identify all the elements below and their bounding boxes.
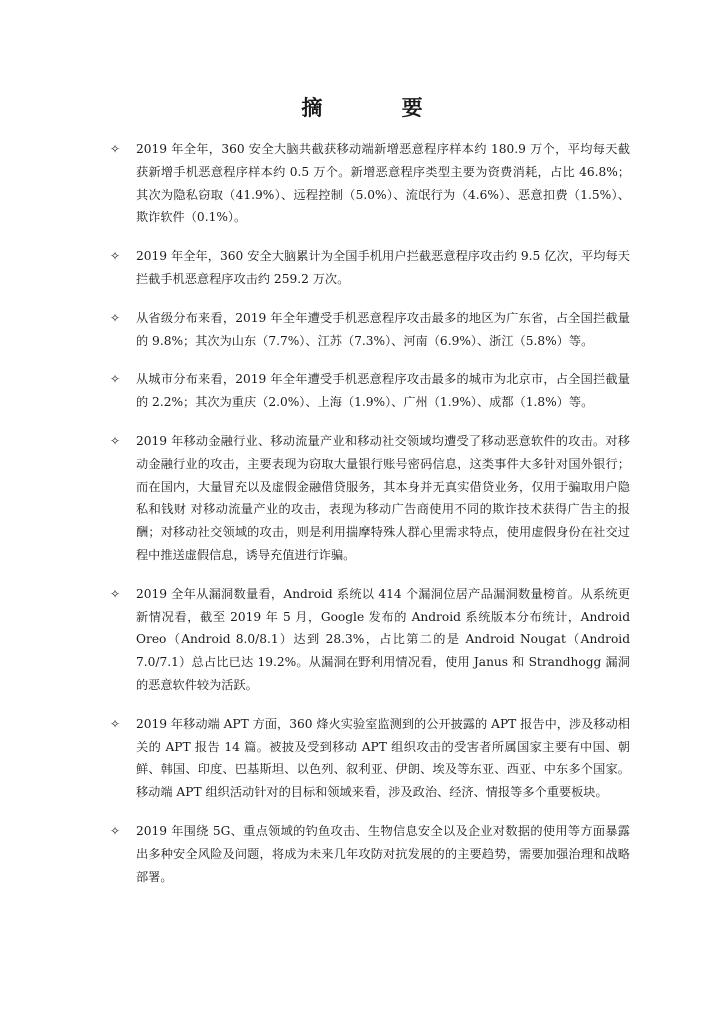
paragraph-text: 2019 年全年，360 安全大脑累计为全国手机用户拦截恶意程序攻击约 9.5 亿次，平均每天拦截手机恶意程序攻击约 259.2 万次。 xyxy=(136,249,630,286)
list-item xyxy=(110,245,630,291)
paragraph-text: 2019 年移动端 APT 方面，360 烽火实验室监测到的公开披露的 APT 报告中，涉及移动相关的 APT 报告 14 篇。被披及受到移动 APT 组织攻击的受害者所属国家主要有中国、朝鲜、韩国、印度、巴基斯坦、以色列、叙利亚、伊朗、埃及等东亚、西亚、中东多个国家。移动端 APT 组织活动针对的目标和领域来看，涉及政治、经济、情报等多个重要板块。 xyxy=(136,716,630,800)
paragraph-text: 从城市分布来看，2019 年全年遭受手机恶意程序攻击最多的城市为北京市，占全国拦截量的 2.2%；其次为重庆（2.0%）、上海（1.9%）、广州（1.9%）、成都（1.8%）等。 xyxy=(136,372,630,410)
paragraph-text: 2019 年全年，360 安全大脑共截获移动端新增恶意程序样本约 180.9 万个，平均每天截获新增手机恶意程序样本约 0.5 万个。新增恶意程序类型主要为资费消耗，占比 46.8%；其次为隐私窃取（41.9%）、远程控制（5.0%）、流氓行为（4.6%）、恶意扣费（1.5%）、欺诈软件（0.1%）。 xyxy=(136,142,630,225)
paragraph-text: 2019 年围绕 5G、重点领域的钓鱼攻击、生物信息安全以及企业对数据的使用等方面暴露出多种安全风险及问题，将成为未来几年攻防对抗发展的的主要趋势，需要加强治理和战略部署。 xyxy=(136,823,630,884)
summary-list xyxy=(110,138,630,904)
list-item xyxy=(110,138,630,229)
page-title: 摘 要 xyxy=(301,96,459,120)
diamond-bullet-icon: ✧ xyxy=(110,372,121,387)
diamond-bullet-icon: ✧ xyxy=(110,716,121,731)
list-item xyxy=(110,368,630,414)
list-item xyxy=(110,820,630,888)
paragraph-text: 2019 年移动金融行业、移动流量产业和移动社交领域均遭受了移动恶意软件的攻击。对移动金融行业的攻击，主要表现为窃取大量银行账号密码信息，这类事件大多针对国外银行；而在国内，大量冒充以及虚假金融借贷服务，其本身并无真实借贷业务，仅用于骗取用户隐私和钱财 对移动流量产业的攻击，表现为移动广告商使用不同的欺诈技术获得广告主的报酬；对移动社交领域的攻击，则是利用揣摩特殊人群心里需求特点，使用虚假身份在社交过程中推送虚假信息，诱导充值进行诈骗。 xyxy=(136,433,630,562)
paragraph-text: 从省级分布来看，2019 年全年遭受手机恶意程序攻击最多的地区为广东省，占全国拦截量的 9.8%；其次为山东（7.7%）、江苏（7.3%）、河南（6.9%）、浙江（5.8%）等。 xyxy=(136,310,630,348)
diamond-bullet-icon: ✧ xyxy=(110,142,121,156)
diamond-bullet-icon: ✧ xyxy=(110,823,121,838)
diamond-bullet-icon: ✧ xyxy=(110,310,121,325)
diamond-bullet-icon: ✧ xyxy=(110,433,121,448)
list-item xyxy=(110,430,630,567)
list-item xyxy=(110,307,630,353)
paragraph-text: 2019 全年从漏洞数量看，Android 系统以 414 个漏洞位居产品漏洞数量榜首。从系统更新情况看，截至 2019 年 5 月，Google 发布的 Android 系统版本分布统计，Android Oreo（Android 8.0/8.1）达到 28.3%，占比第二的是 Android Nougat（Android 7.0/7.1）总占比已达 19.2%。从漏洞在野利用情况看，使用 Janus 和 Strandhogg 漏洞的恶意软件较为活跃。 xyxy=(136,586,630,692)
list-item xyxy=(110,583,630,697)
list-item xyxy=(110,713,630,804)
diamond-bullet-icon: ✧ xyxy=(110,249,121,264)
diamond-bullet-icon: ✧ xyxy=(110,586,121,601)
